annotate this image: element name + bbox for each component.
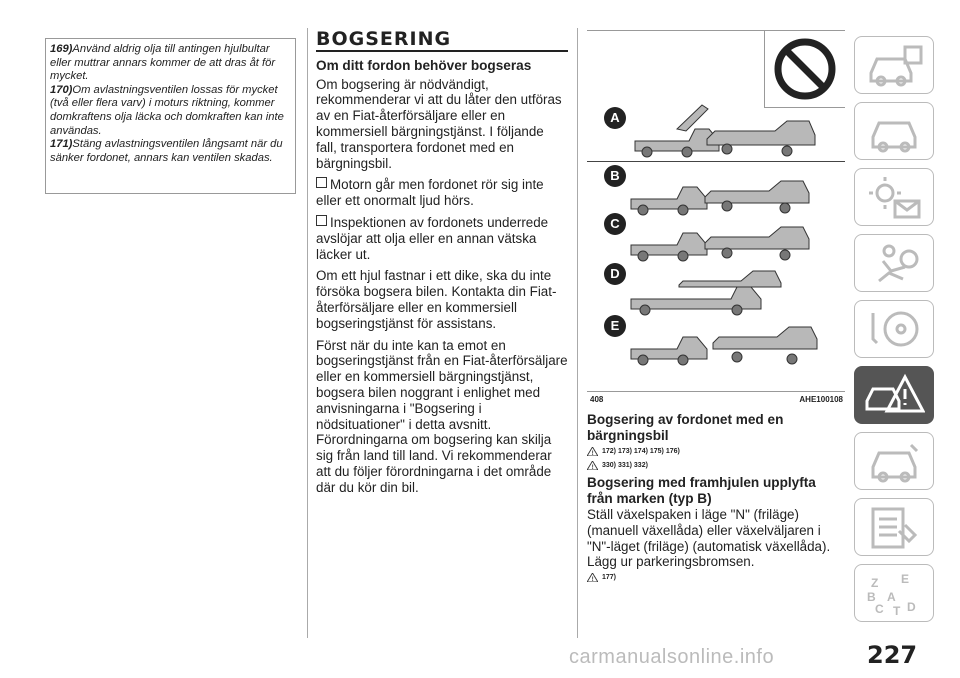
car-info-icon <box>865 43 925 89</box>
lights-mail-icon <box>865 175 925 221</box>
note-170: 170)Om avlastningsventilen lossas för mycket (två eller flera varv) i moturs riktning, kommer domkraftens olja läcka och domkraften kan inte användas. <box>50 83 284 137</box>
svg-text:!: ! <box>591 464 594 470</box>
svg-text:!: ! <box>591 450 594 456</box>
checklist-icon <box>865 505 925 551</box>
svg-text:E: E <box>901 572 910 586</box>
steering-key-icon <box>865 307 925 353</box>
paragraph-regulations: Först när du inte kan ta emot en bogseringstjänst från en Fiat-återförsäljare eller en kommersiell bärgningstjänst, bogsera bilen noggrant i enlighet med anvisningarna i "Bogsering i nödsituationer" i detta avsnitt. Förordningarna om bogsering kan skilja sig från land till land. Vi rekommenderar att du följer förordningarna i det område där du kör din bil. <box>316 337 568 495</box>
chapter-tab-dashboard[interactable] <box>854 102 934 160</box>
heading-type-b: Bogsering med framhjulen upplyfta från marken (typ B) <box>587 475 816 506</box>
label-e: E <box>604 315 626 337</box>
page-number: 227 <box>867 641 918 669</box>
figure-number: 408 <box>590 395 604 404</box>
main-column <box>316 28 568 502</box>
title-rule <box>316 50 568 52</box>
bullet-item: Inspektionen av fordonets underrede avslöjar att olja eller en annan vätska läcker ut. <box>316 214 549 262</box>
chapter-tab-specs[interactable] <box>854 498 934 556</box>
column-divider <box>577 28 578 638</box>
note-169: 169)Använd aldrig olja till antingen hjulbultar eller muttrar annars kommer de att dras åt för mycket. <box>50 43 276 83</box>
reference-line <box>587 573 845 582</box>
warning-car-icon <box>865 373 925 419</box>
label-a: A <box>604 107 626 129</box>
chapter-tab-emergency[interactable] <box>854 366 934 424</box>
checkbox-icon <box>316 177 327 188</box>
right-column <box>587 30 845 587</box>
heading-tow-truck: Bogsering av fordonet med en bärgningsbil <box>587 412 784 443</box>
section-title: BOGSERING <box>316 28 452 50</box>
airbag-person-icon <box>865 241 925 287</box>
svg-text:C: C <box>875 602 884 616</box>
label-d: D <box>604 263 626 285</box>
tow-trucks-illustration <box>587 31 845 391</box>
paragraph-ditch: Om ett hjul fastnar i ett dike, ska du inte försöka bogsera bilen. Kontakta din Fiat-återförsäljare eller en kommersiell bogseringstjänst för assistans. <box>316 268 557 331</box>
svg-text:!: ! <box>591 576 594 583</box>
figure-id: AHE100108 <box>799 395 843 404</box>
label-c: C <box>604 213 626 235</box>
chapter-tab-starting[interactable] <box>854 300 934 358</box>
label-b: B <box>604 165 626 187</box>
svg-text:Z: Z <box>871 576 879 590</box>
reference-line <box>587 447 845 456</box>
notes-box <box>45 38 296 194</box>
paragraph-intro: Om bogsering är nödvändigt, rekommenderar vi att du låter den utföras av en Fiat-återförsäljare eller en kommersiell bärgningstjänst. I följande fall, transportera fordonet med en bärgningsbil. <box>316 76 562 171</box>
chapter-tab-index[interactable] <box>854 564 934 622</box>
note-171: 171)Stäng avlastningsventilen långsamt när du sänker fordonet, annars kan ventilen skadas. <box>50 138 283 164</box>
chapter-tab-safety[interactable] <box>854 234 934 292</box>
section-subtitle: Om ditt fordon behöver bogseras <box>316 57 532 73</box>
chapter-tab-car-info[interactable] <box>854 36 934 94</box>
alphabet-index-icon <box>865 571 925 617</box>
column-divider <box>307 28 308 638</box>
warning-icon <box>587 573 598 582</box>
checkbox-icon <box>316 215 327 226</box>
watermark: carmanualsonline.info <box>569 646 775 668</box>
reference-numbers: 330) 331) 332) <box>602 462 648 469</box>
chapter-tab-lights[interactable] <box>854 168 934 226</box>
reference-numbers: 177) <box>602 574 617 582</box>
car-dashboard-icon <box>865 109 925 155</box>
towing-figure <box>587 30 845 404</box>
car-service-icon <box>865 439 925 485</box>
bullet-item: Motorn går men fordonet rör sig inte eller ett onormalt ljud hörs. <box>316 177 544 209</box>
svg-text:B: B <box>867 590 876 604</box>
svg-text:A: A <box>887 590 896 604</box>
chapter-tab-maintenance[interactable] <box>854 432 934 490</box>
svg-text:D: D <box>907 600 916 614</box>
warning-icon <box>587 461 598 470</box>
svg-text:T: T <box>893 604 901 617</box>
reference-line <box>587 461 845 470</box>
warning-icon <box>587 447 598 456</box>
reference-numbers: 172) 173) 174) 175) 176) <box>602 448 680 455</box>
paragraph-type-b: Ställ växelspaken i läge "N" (friläge) (manuell växellåda) eller växelväljaren i "N"-läget (friläge) (automatisk växellåda). Lägg ur parkeringsbromsen. <box>587 507 831 570</box>
